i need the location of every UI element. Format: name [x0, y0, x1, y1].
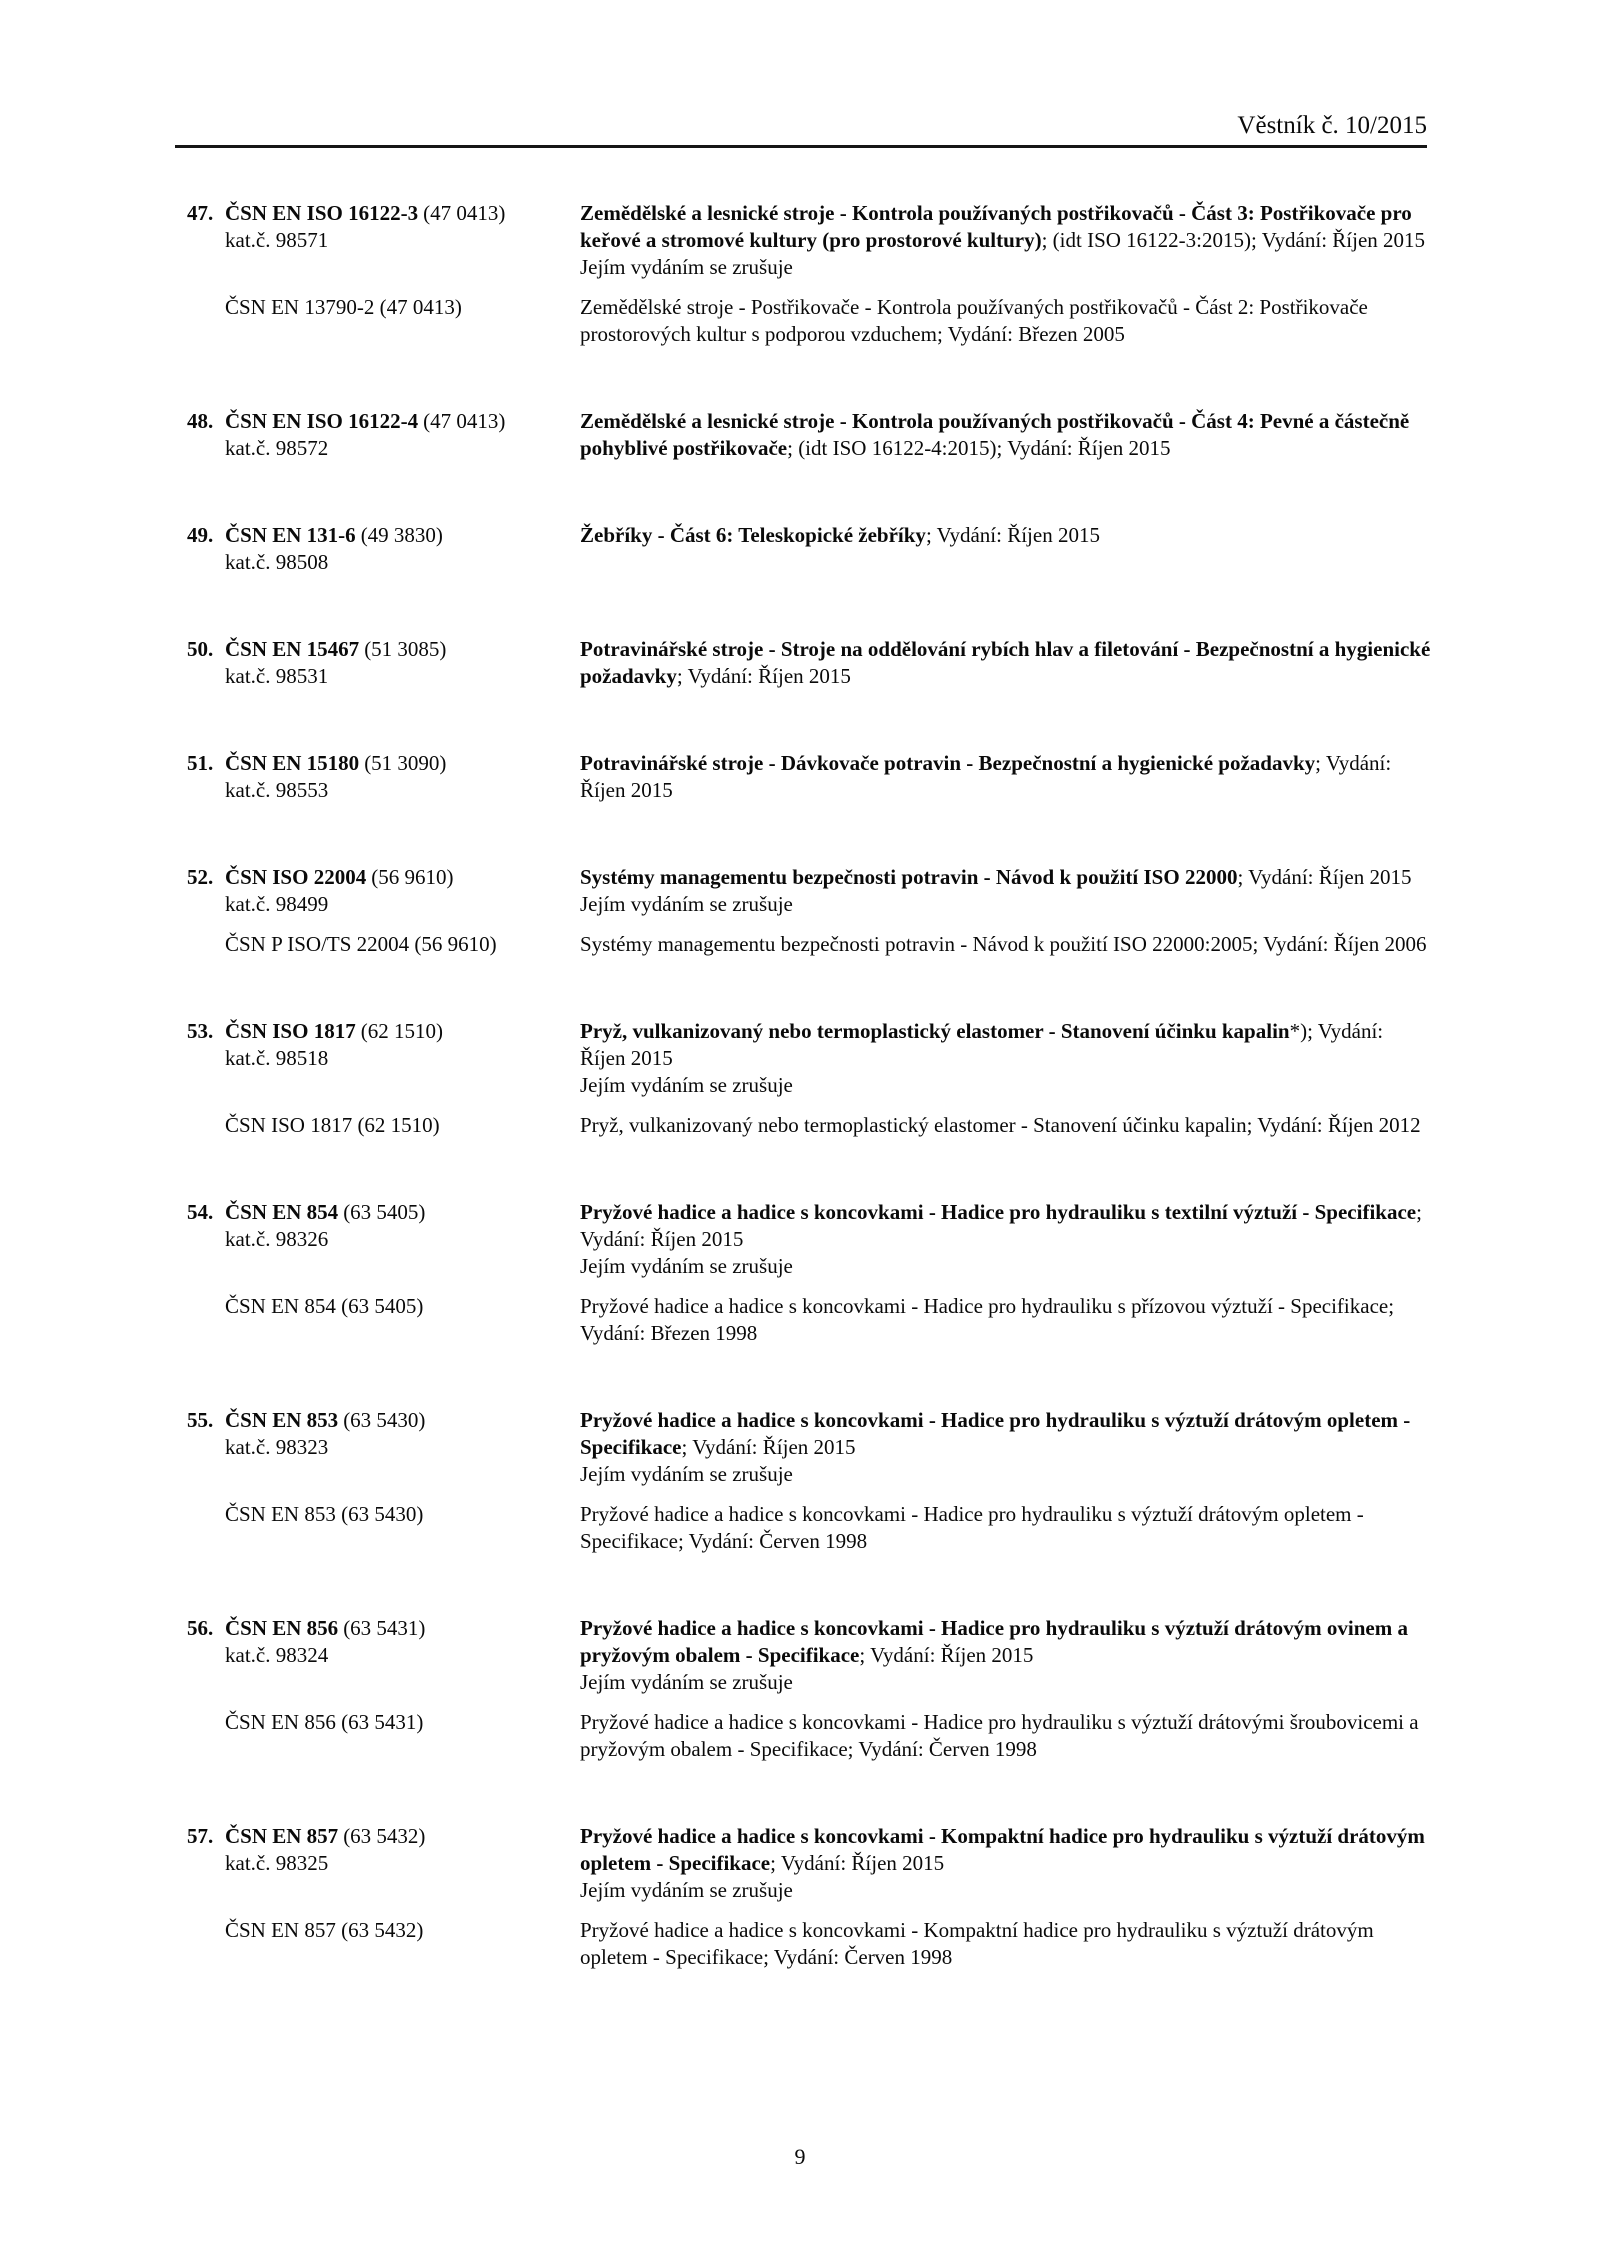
replaced-standard-id: ČSN EN 857 (63 5432)	[225, 1918, 424, 1942]
standard-entry	[187, 1615, 1427, 1763]
standard-id-line	[187, 1199, 580, 1226]
standard-class-code: (51 3090)	[364, 751, 447, 775]
standard-title: Potravinářské stroje - Dávkovače potravin - Bezpečnostní a hygienické požadavky	[580, 751, 1316, 775]
standard-title-block	[580, 200, 1432, 254]
standard-title-block	[580, 408, 1432, 462]
entry-main-row	[187, 1407, 1427, 1488]
entry-number: 48.	[187, 409, 214, 433]
standard-title: Pryžové hadice a hadice s koncovkami - Kompaktní hadice pro hydrauliku s výztuží drátovým opletem - Specifikace	[580, 1824, 1425, 1875]
entry-right-column	[580, 1199, 1432, 1280]
standard-title: Zemědělské a lesnické stroje - Kontrola používaných postřikovačů - Část 4: Pevné a částečně pohyblivé postřikovače	[580, 409, 1410, 460]
entry-number: 54.	[187, 1200, 214, 1224]
standard-publication-info: ; Vydání: Říjen 2015	[681, 1435, 856, 1459]
entry-number: 56.	[187, 1616, 214, 1640]
entry-main-row	[187, 1615, 1427, 1696]
entry-right-column	[580, 1407, 1432, 1488]
entry-main-row	[187, 200, 1427, 281]
standard-publication-info: ; Vydání: Říjen 2015	[676, 664, 851, 688]
catalog-number: kat.č. 98325	[225, 1851, 329, 1875]
entry-right-column	[580, 200, 1432, 281]
entry-left-column	[187, 408, 580, 462]
entry-left-column	[187, 200, 580, 281]
standard-title: Systémy managementu bezpečnosti potravin - Návod k použití ISO 22000	[580, 865, 1238, 889]
standard-publication-info: *); Vydání: Říjen 2015	[580, 1019, 1384, 1070]
replaced-standard-id: ČSN EN 856 (63 5431)	[225, 1710, 424, 1734]
standard-title-block	[580, 636, 1432, 690]
standard-id-line	[187, 636, 580, 663]
replaced-standard-description: Pryžové hadice a hadice s koncovkami - Hadice pro hydrauliku s výztuží drátovým opletem - Specifikace; Vydání: Červen 1998	[580, 1502, 1364, 1553]
entry-main-row	[187, 864, 1427, 918]
entry-left-column	[187, 1199, 580, 1280]
catalog-number: kat.č. 98553	[225, 778, 329, 802]
standard-title: Zemědělské a lesnické stroje - Kontrola používaných postřikovačů - Část 3: Postřikovače pro keřové a stromové kultury (pro prostorové kultury)	[580, 201, 1412, 252]
entry-number: 51.	[187, 751, 214, 775]
entry-number: 49.	[187, 523, 214, 547]
revocation-note: Jejím vydáním se zrušuje	[580, 1462, 793, 1486]
standard-publication-info: ; (idt ISO 16122-4:2015); Vydání: Říjen 2015	[787, 436, 1171, 460]
page-header	[187, 0, 1427, 140]
entry-number: 57.	[187, 1824, 214, 1848]
replaced-standard-description: Pryžové hadice a hadice s koncovkami - Kompaktní hadice pro hydrauliku s výztuží drátovým opletem - Specifikace; Vydání: Červen 1998	[580, 1918, 1374, 1969]
entry-right-column	[580, 408, 1432, 462]
entry-number: 52.	[187, 865, 214, 889]
entry-right-column	[580, 1823, 1432, 1904]
page-number: 9	[794, 2144, 806, 2169]
replaced-standard-row	[187, 1112, 1427, 1139]
replaced-standard-row	[187, 931, 1427, 958]
entry-left-column	[187, 636, 580, 690]
standard-id: ČSN EN 15467	[225, 637, 360, 661]
standard-entry	[187, 200, 1427, 348]
standard-class-code: (63 5430)	[343, 1408, 426, 1432]
standard-title: Pryžové hadice a hadice s koncovkami - Hadice pro hydrauliku s výztuží drátovým ovinem a pryžovým obalem - Specifikace	[580, 1616, 1408, 1667]
replaced-standard-id: ČSN EN 13790-2 (47 0413)	[225, 295, 462, 319]
standard-class-code: (63 5405)	[343, 1200, 426, 1224]
standard-publication-info: ; (idt ISO 16122-3:2015); Vydání: Říjen 2015	[1041, 228, 1426, 252]
entry-main-row	[187, 750, 1427, 804]
entry-number: 53.	[187, 1019, 214, 1043]
standards-list	[187, 200, 1431, 1971]
entry-right-column	[580, 864, 1432, 918]
replaced-standard-row	[187, 294, 1427, 348]
replaced-standard-row	[187, 1293, 1427, 1347]
entry-left-column	[187, 750, 580, 804]
entry-main-row	[187, 408, 1427, 462]
replaced-standard-description: Pryžové hadice a hadice s koncovkami - Hadice pro hydrauliku s výztuží drátovými šroubovicemi a pryžovým obalem - Specifikace; Vydání: Červen 1998	[580, 1710, 1419, 1761]
standard-id: ČSN EN 15180	[225, 751, 360, 775]
standard-id-line	[187, 1018, 580, 1045]
standard-publication-info: ; Vydání: Říjen 2015	[580, 751, 1392, 802]
replaced-standard-row	[187, 1917, 1427, 1971]
standard-id-line	[187, 1823, 580, 1850]
revocation-note: Jejím vydáním se zrušuje	[580, 255, 793, 279]
catalog-number: kat.č. 98571	[225, 228, 329, 252]
standard-id-line	[187, 864, 580, 891]
standard-id-line	[187, 1407, 580, 1434]
standard-id: ČSN EN 131-6	[225, 523, 356, 547]
entry-left-column	[187, 1018, 580, 1099]
standard-id: ČSN EN 856	[225, 1616, 339, 1640]
entry-main-row	[187, 522, 1427, 576]
entry-left-column	[187, 1823, 580, 1904]
standard-class-code: (47 0413)	[423, 409, 506, 433]
catalog-number: kat.č. 98531	[225, 664, 329, 688]
replaced-standard-id: ČSN P ISO/TS 22004 (56 9610)	[225, 932, 497, 956]
standard-title: Pryž, vulkanizovaný nebo termoplastický elastomer - Stanovení účinku kapalin	[580, 1019, 1290, 1043]
standard-publication-info: ; Vydání: Říjen 2015	[925, 523, 1100, 547]
standard-publication-info: ; Vydání: Říjen 2015	[859, 1643, 1034, 1667]
catalog-number: kat.č. 98326	[225, 1227, 329, 1251]
standard-id-line	[187, 1615, 580, 1642]
entry-left-column	[187, 864, 580, 918]
catalog-number: kat.č. 98499	[225, 892, 329, 916]
standard-id: ČSN EN ISO 16122-3	[225, 201, 419, 225]
standard-entry	[187, 1018, 1427, 1139]
entry-right-column	[580, 522, 1432, 576]
replaced-standard-id: ČSN ISO 1817 (62 1510)	[225, 1113, 440, 1137]
revocation-note: Jejím vydáním se zrušuje	[580, 1254, 793, 1278]
standard-title-block	[580, 1407, 1432, 1461]
replaced-standard-description: Pryž, vulkanizovaný nebo termoplastický elastomer - Stanovení účinku kapalin; Vydání: Říjen 2012	[580, 1113, 1421, 1137]
catalog-number: kat.č. 98323	[225, 1435, 329, 1459]
standard-publication-info: ; Vydání: Říjen 2015	[1237, 865, 1412, 889]
standard-title-block	[580, 864, 1432, 891]
header-rule	[175, 145, 1427, 148]
entry-main-row	[187, 1199, 1427, 1280]
entry-number: 47.	[187, 201, 214, 225]
standard-id-line	[187, 408, 580, 435]
replaced-standard-description: Systémy managementu bezpečnosti potravin - Návod k použití ISO 22000:2005; Vydání: Říjen 2006	[580, 932, 1427, 956]
standard-id: ČSN EN 857	[225, 1824, 339, 1848]
standard-title: Pryžové hadice a hadice s koncovkami - Hadice pro hydrauliku s výztuží drátovým opletem - Specifikace	[580, 1408, 1411, 1459]
standard-entry	[187, 1823, 1427, 1971]
standard-class-code: (63 5432)	[343, 1824, 426, 1848]
standard-id-line	[187, 750, 580, 777]
standard-entry	[187, 864, 1427, 958]
standard-title-block	[580, 1615, 1432, 1669]
replaced-standard-description: Pryžové hadice a hadice s koncovkami - Hadice pro hydrauliku s přízovou výztuží - Specifikace; Vydání: Březen 1998	[580, 1294, 1395, 1345]
standard-title-block	[580, 522, 1432, 549]
standard-class-code: (51 3085)	[364, 637, 447, 661]
standard-id: ČSN ISO 22004	[225, 865, 367, 889]
standard-publication-info: ; Vydání: Říjen 2015	[770, 1851, 945, 1875]
standard-entry	[187, 522, 1427, 576]
replaced-standard-id: ČSN EN 853 (63 5430)	[225, 1502, 424, 1526]
replaced-standard-row	[187, 1501, 1427, 1555]
standard-title-block	[580, 1018, 1432, 1072]
standard-entry	[187, 750, 1427, 804]
standard-class-code: (62 1510)	[360, 1019, 443, 1043]
standard-entry	[187, 636, 1431, 690]
catalog-number: kat.č. 98572	[225, 436, 329, 460]
entry-main-row	[187, 1018, 1427, 1099]
standard-title-block	[580, 1199, 1432, 1253]
replaced-standard-description: Zemědělské stroje - Postřikovače - Kontrola používaných postřikovačů - Část 2: Postřikovače prostorových kultur s podporou vzduchem; Vydání: Březen 2005	[580, 295, 1368, 346]
entry-right-column	[580, 636, 1432, 690]
standard-title-block	[580, 1823, 1432, 1877]
catalog-number: kat.č. 98324	[225, 1643, 329, 1667]
replaced-standard-id: ČSN EN 854 (63 5405)	[225, 1294, 424, 1318]
standard-publication-info: ; Vydání: Říjen 2015	[580, 1200, 1422, 1251]
standard-id: ČSN ISO 1817	[225, 1019, 356, 1043]
entry-left-column	[187, 1407, 580, 1488]
entry-right-column	[580, 750, 1432, 804]
entry-right-column	[580, 1018, 1432, 1099]
standard-class-code: (56 9610)	[371, 865, 454, 889]
standard-class-code: (49 3830)	[360, 523, 443, 547]
entry-left-column	[187, 522, 580, 576]
standard-id: ČSN EN 854	[225, 1200, 339, 1224]
standard-id-line	[187, 522, 580, 549]
standard-entry	[187, 1407, 1427, 1555]
entry-right-column	[580, 1615, 1432, 1696]
standard-id-line	[187, 200, 580, 227]
revocation-note: Jejím vydáním se zrušuje	[580, 1073, 793, 1097]
entry-main-row	[187, 636, 1431, 690]
standard-class-code: (63 5431)	[343, 1616, 426, 1640]
standard-class-code: (47 0413)	[423, 201, 506, 225]
entry-number: 50.	[187, 637, 214, 661]
catalog-number: kat.č. 98518	[225, 1046, 329, 1070]
standard-id: ČSN EN 853	[225, 1408, 339, 1432]
catalog-number: kat.č. 98508	[225, 550, 329, 574]
standard-title: Pryžové hadice a hadice s koncovkami - Hadice pro hydrauliku s textilní výztuží - Specifikace	[580, 1200, 1417, 1224]
entry-main-row	[187, 1823, 1427, 1904]
replaced-standard-row	[187, 1709, 1427, 1763]
standard-id: ČSN EN ISO 16122-4	[225, 409, 419, 433]
revocation-note: Jejím vydáním se zrušuje	[580, 1878, 793, 1902]
standard-entry	[187, 1199, 1427, 1347]
standard-title-block	[580, 750, 1432, 804]
header-issue-label: Věstník č. 10/2015	[1237, 112, 1427, 139]
revocation-note: Jejím vydáním se zrušuje	[580, 1670, 793, 1694]
entry-number: 55.	[187, 1408, 214, 1432]
revocation-note: Jejím vydáním se zrušuje	[580, 892, 793, 916]
standard-entry	[187, 408, 1427, 462]
standard-title: Žebříky - Část 6: Teleskopické žebříky	[580, 523, 926, 547]
standard-title: Potravinářské stroje - Stroje na oddělování rybích hlav a filetování - Bezpečnostní a hygienické požadavky	[580, 637, 1431, 688]
entry-left-column	[187, 1615, 580, 1696]
